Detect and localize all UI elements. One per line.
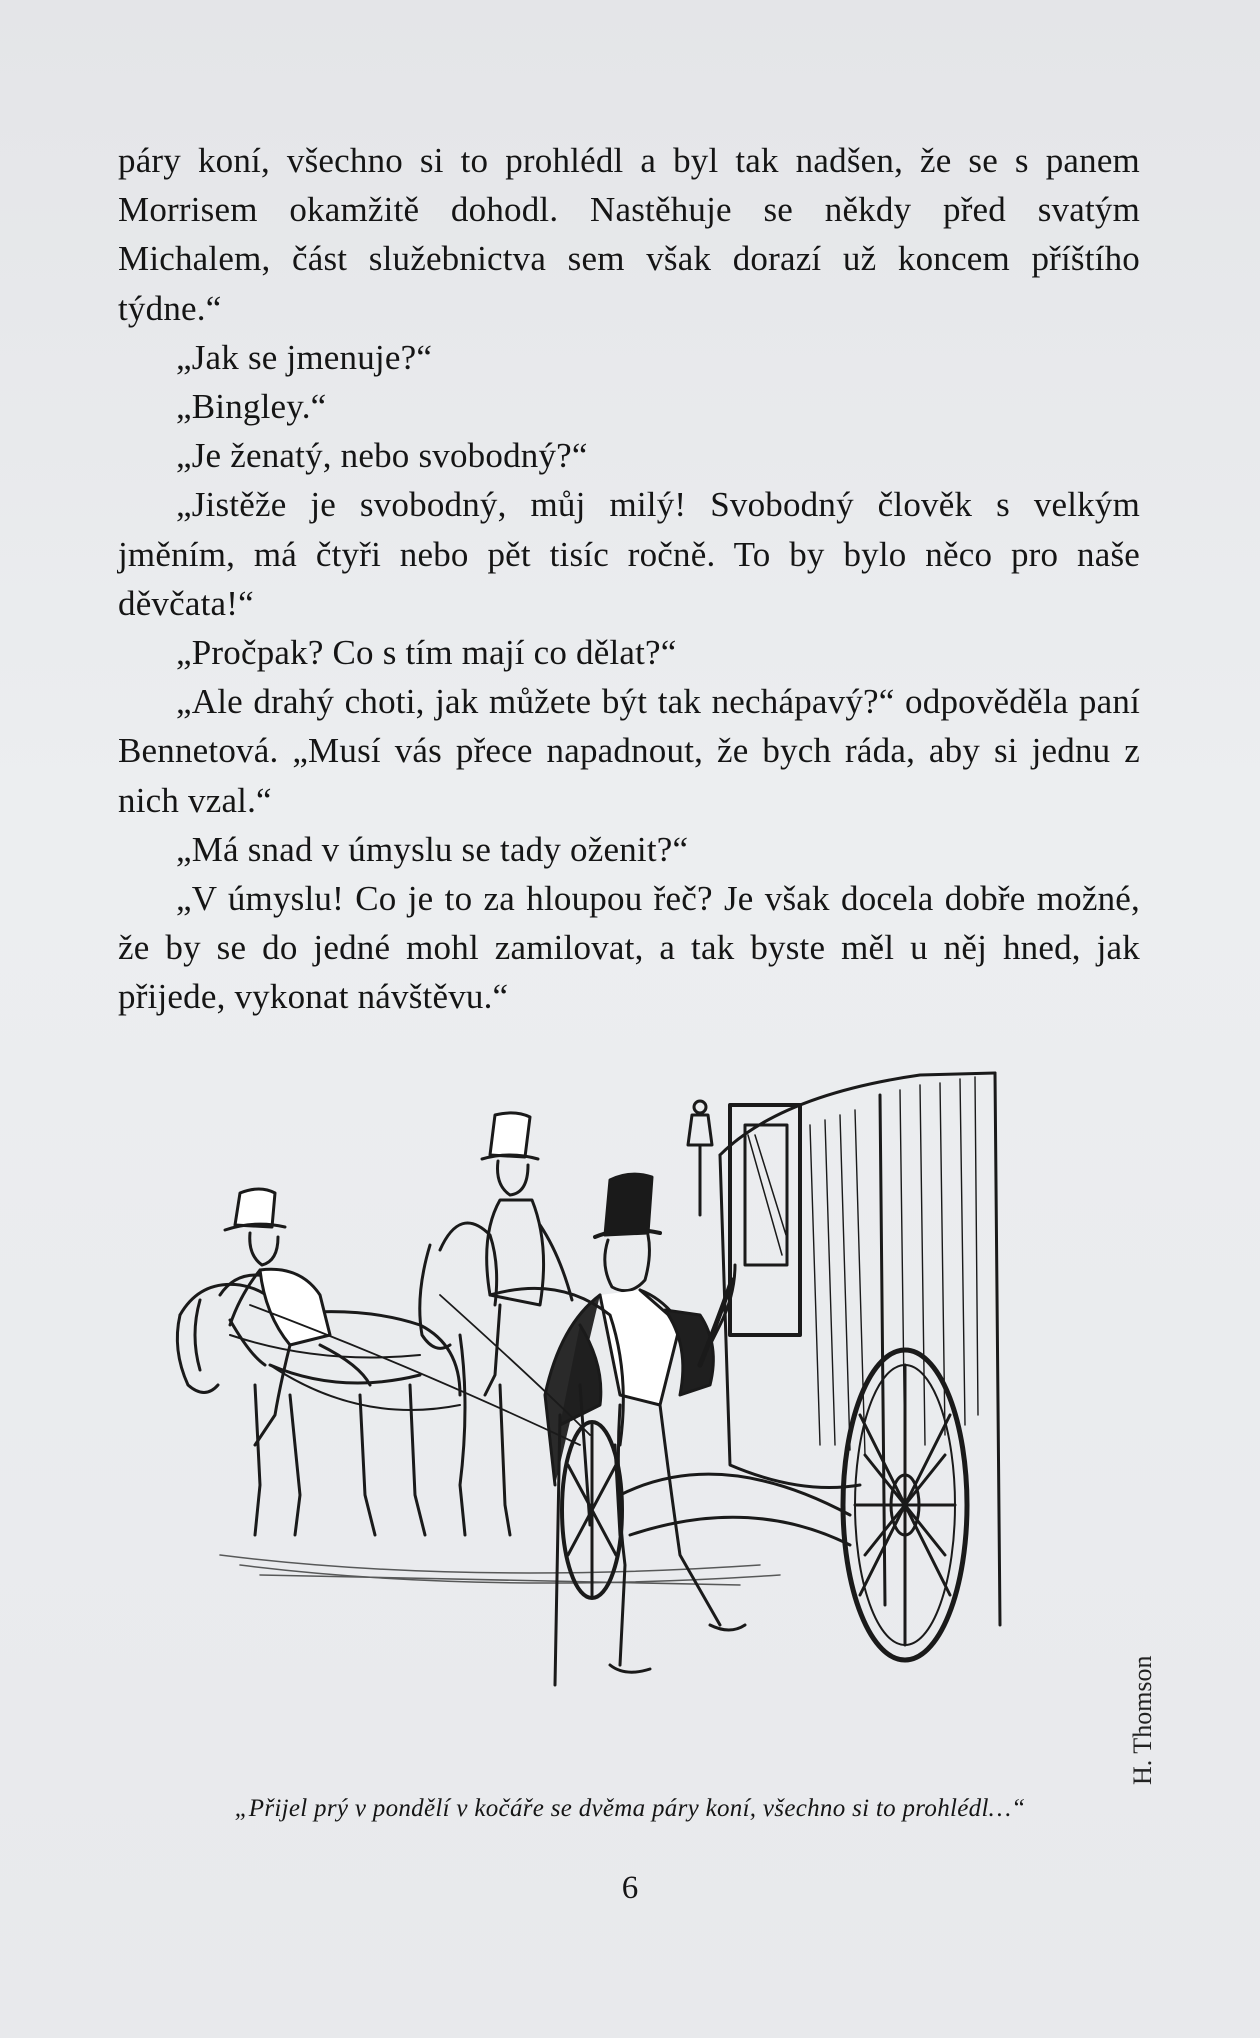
dialogue-line: „V úmyslu! Co je to za hloupou řeč? Je však docela dobře možné, že by se do jedné mohl zamilovat, a tak byste měl u něj hned, jak přijede, vykonat návštěvu.“ [118, 879, 1140, 1017]
body-text [118, 136, 1140, 1022]
dialogue-line: „Bingley.“ [176, 387, 327, 427]
carriage-illustration [160, 1065, 1120, 1785]
left-horses [177, 1189, 460, 1535]
paragraph-continued: páry koní, všechno si to prohlédl a byl tak nadšen, že se s panem Morrisem okamžitě dohodl. Nastěhuje se někdy před svatým Michalem, část služebnictva sem však dorazí už koncem příštího týdne.“ [118, 141, 1140, 328]
dialogue-line: „Je ženatý, nebo svobodný?“ [176, 436, 588, 476]
illustration-caption: „Přijel prý v pondělí v kočáře se dvěma páry koní, všechno si to prohlédl…“ [234, 1795, 1026, 1822]
dialogue-line: „Jak se jmenuje?“ [176, 337, 433, 377]
dialogue-line: „Ale drahý choti, jak můžete být tak nechápavý?“ odpověděla paní Bennetová. „Musí vás přece napadnout, že bych ráda, aby si jednu z nich vzal.“ [118, 682, 1140, 820]
dialogue-line: „Pročpak? Co s tím mají co dělat?“ [176, 633, 677, 673]
illustrator-signature [1104, 1655, 1164, 1785]
dialogue-line: „Má snad v úmyslu se tady oženit?“ [176, 829, 689, 869]
gentleman-figure [545, 1174, 745, 1685]
dialogue-line: „Jistěže je svobodný, můj milý! Svobodný člověk s velkým jměním, má čtyři nebo pět tisíc ročně. To by bylo něco pro naše děvčata!“ [118, 485, 1140, 623]
signature-text: H. Thomson [1128, 1655, 1157, 1785]
page-number: 6 [621, 1870, 639, 1906]
